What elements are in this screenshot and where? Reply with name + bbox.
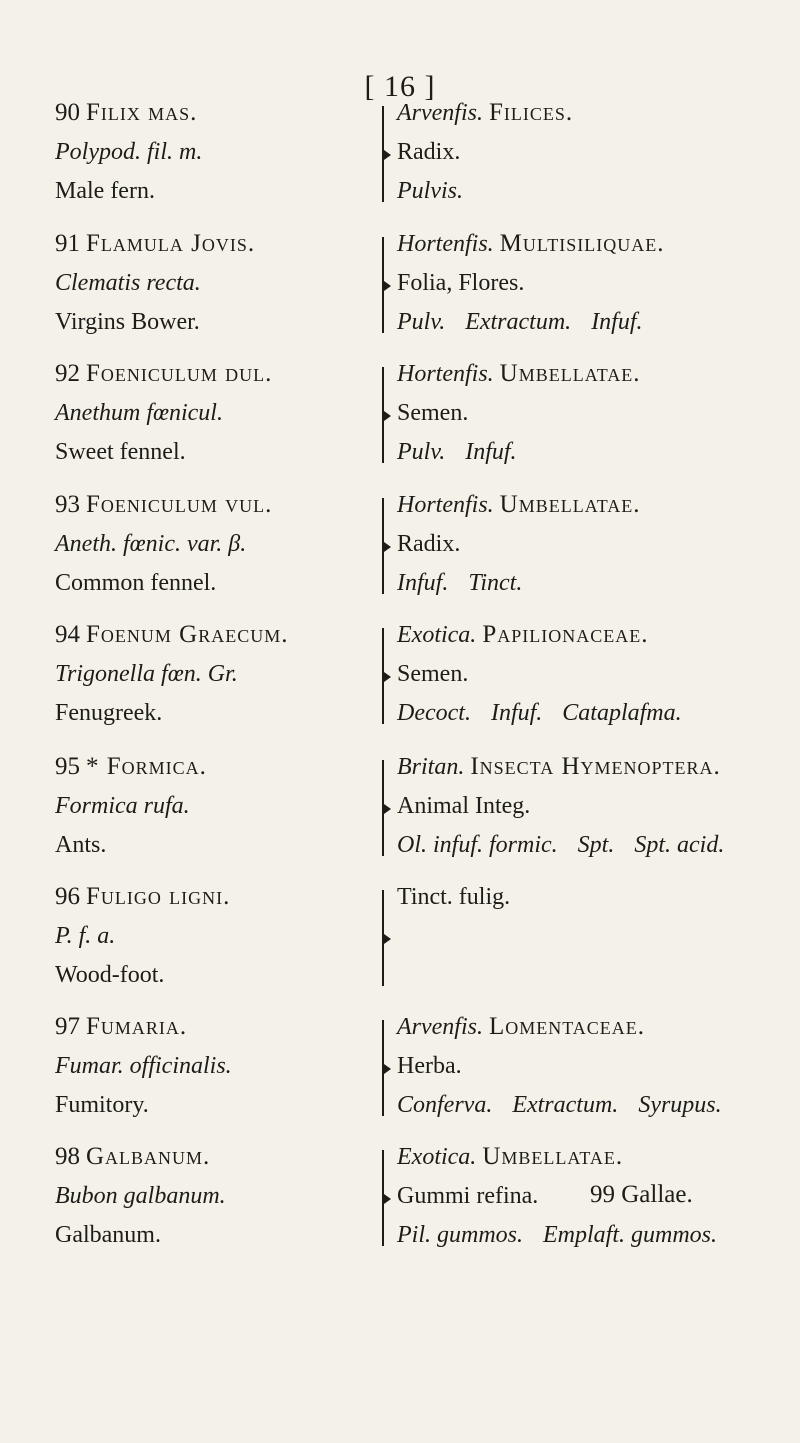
- entry-95: [0, 752, 800, 882]
- brace-icon: [372, 760, 384, 856]
- page-number: [ 16 ]: [364, 70, 436, 103]
- brace-icon: [372, 890, 384, 986]
- part-used: Radix.: [397, 139, 461, 165]
- latin-name: Aneth. fœnic. var. β.: [55, 531, 247, 557]
- preparation: Decoct.: [397, 700, 471, 726]
- english-name: Wood-foot.: [55, 962, 165, 988]
- drug-name: Filix mas.: [86, 99, 198, 126]
- preparations: [397, 830, 724, 860]
- entry-number: 97: [55, 1013, 80, 1040]
- entry-96: [0, 882, 800, 1012]
- english-name: Galbanum.: [55, 1222, 161, 1248]
- latin-name: Fumar. officinalis.: [55, 1053, 232, 1079]
- preparations: [397, 307, 643, 337]
- entry-heading: [55, 752, 207, 782]
- catchword: 99 Gallae.: [590, 1181, 693, 1208]
- entry-heading: [55, 98, 197, 128]
- latin-name: Trigonella fœn. Gr.: [55, 661, 238, 687]
- english-name: Fenugreek.: [55, 700, 163, 726]
- part-used: Radix.: [397, 531, 461, 557]
- source-line: [397, 1012, 645, 1042]
- entry-91: [0, 229, 800, 359]
- entry-heading: [55, 882, 230, 912]
- preparation: Emplaft. gummos.: [543, 1222, 717, 1248]
- source: Hortenfis.: [397, 231, 494, 257]
- entry-93: [0, 490, 800, 620]
- english-name: Common fennel.: [55, 570, 217, 596]
- botanical-order: Filices.: [488, 99, 574, 126]
- drug-name: Foeniculum vul.: [86, 491, 273, 518]
- source: Exotica.: [397, 1144, 477, 1170]
- brace-icon: [372, 237, 384, 333]
- botanical-order: Umbellatae.: [499, 491, 641, 518]
- preparations: [397, 698, 682, 728]
- brace-icon: [372, 628, 384, 724]
- botanical-order: Umbellatae.: [482, 1143, 624, 1170]
- preparation: Cataplafma.: [562, 700, 682, 726]
- english-name: Male fern.: [55, 178, 155, 204]
- preparations: [397, 437, 517, 467]
- preparation: Spt.: [577, 832, 615, 858]
- latin-name: Clematis recta.: [55, 270, 201, 296]
- source-line: [397, 359, 641, 389]
- source: Arvenfis.: [397, 100, 483, 126]
- entry-number: 92: [55, 360, 80, 387]
- part-used: Folia, Flores.: [397, 270, 525, 296]
- preparation: Pil. gummos.: [397, 1222, 523, 1248]
- brace-icon: [372, 367, 384, 463]
- entry-heading: [55, 490, 272, 520]
- entry-number: 90: [55, 99, 80, 126]
- entry-heading: [55, 359, 272, 389]
- english-name: Virgins Bower.: [55, 309, 200, 335]
- drug-name: Fuligo ligni.: [86, 883, 231, 910]
- source: Exotica.: [397, 622, 477, 648]
- preparation: Pulv.: [397, 309, 446, 335]
- brace-icon: [372, 498, 384, 594]
- preparation: Infuf.: [397, 570, 449, 596]
- english-name: Ants.: [55, 832, 107, 858]
- preparations: [397, 176, 463, 206]
- preparation: Infuf.: [465, 439, 517, 465]
- latin-name: Bubon galbanum.: [55, 1183, 226, 1209]
- source-line: [397, 752, 721, 782]
- entry-number: 98: [55, 1143, 80, 1170]
- preparation: Tinct.: [468, 570, 523, 596]
- drug-name: * Formica.: [86, 753, 207, 780]
- source: Hortenfis.: [397, 361, 494, 387]
- entry-number: 94: [55, 621, 80, 648]
- preparation: Extractum.: [465, 309, 572, 335]
- source-line: [397, 620, 648, 650]
- preparation: Extractum.: [512, 1092, 619, 1118]
- entry-90: [0, 98, 800, 228]
- botanical-order: Insecta Hymenoptera.: [470, 753, 721, 780]
- part-used: Gummi refina.: [397, 1183, 539, 1209]
- preparation: Conferva.: [397, 1092, 493, 1118]
- preparations: [397, 1090, 722, 1120]
- english-name: Sweet fennel.: [55, 439, 186, 465]
- preparation: Ol. infuf. formic.: [397, 832, 558, 858]
- preparation: Infuf.: [490, 700, 543, 726]
- source: Hortenfis.: [397, 492, 494, 518]
- part-used: Semen.: [397, 400, 469, 426]
- entry-92: [0, 359, 800, 489]
- entry-number: 96: [55, 883, 80, 910]
- source-line: [397, 229, 664, 259]
- brace-icon: [372, 1150, 384, 1246]
- entry-heading: [55, 1012, 187, 1042]
- drug-name: Foenum Graecum.: [86, 621, 289, 648]
- brace-icon: [372, 1020, 384, 1116]
- latin-name: P. f. a.: [55, 923, 116, 949]
- drug-name: Foeniculum dul.: [86, 360, 273, 387]
- entry-number: 95: [55, 753, 80, 780]
- preparation: Pulv.: [397, 439, 446, 465]
- drug-name: Fumaria.: [86, 1013, 188, 1040]
- latin-name: Anethum fœnicul.: [55, 400, 223, 426]
- english-name: Fumitory.: [55, 1092, 149, 1118]
- entry-number: 91: [55, 230, 80, 257]
- entry-94: [0, 620, 800, 750]
- latin-name: Polypod. fil. m.: [55, 139, 203, 165]
- botanical-order: Umbellatae.: [499, 360, 641, 387]
- entry-heading: [55, 229, 255, 259]
- preparation: Infuf.: [591, 309, 643, 335]
- part-used: Semen.: [397, 661, 469, 687]
- source: Britan.: [397, 754, 465, 780]
- part-used: Animal Integ.: [397, 793, 531, 819]
- botanical-order: Lomentaceae.: [488, 1013, 646, 1040]
- entry-97: [0, 1012, 800, 1142]
- preparations: [397, 568, 522, 598]
- source: Arvenfis.: [397, 1014, 483, 1040]
- part-used: Tinct. fulig.: [397, 884, 511, 910]
- drug-name: Flamula Jovis.: [86, 230, 256, 257]
- preparation: Syrupus.: [638, 1092, 722, 1118]
- part-used: Herba.: [397, 1053, 462, 1079]
- botanical-order: Multisiliquae.: [499, 230, 665, 257]
- latin-name: Formica rufa.: [55, 793, 190, 819]
- source-line: [397, 98, 573, 128]
- source-line: [397, 490, 641, 520]
- entry-number: 93: [55, 491, 80, 518]
- brace-icon: [372, 106, 384, 202]
- entry-heading: [55, 1142, 210, 1172]
- source-line: [397, 1142, 623, 1172]
- preparations: [397, 1220, 717, 1250]
- preparation: Pulvis.: [397, 178, 463, 204]
- drug-name: Galbanum.: [86, 1143, 211, 1170]
- preparation: Spt. acid.: [634, 832, 725, 858]
- botanical-order: Papilionaceae.: [482, 621, 649, 648]
- entry-heading: [55, 620, 288, 650]
